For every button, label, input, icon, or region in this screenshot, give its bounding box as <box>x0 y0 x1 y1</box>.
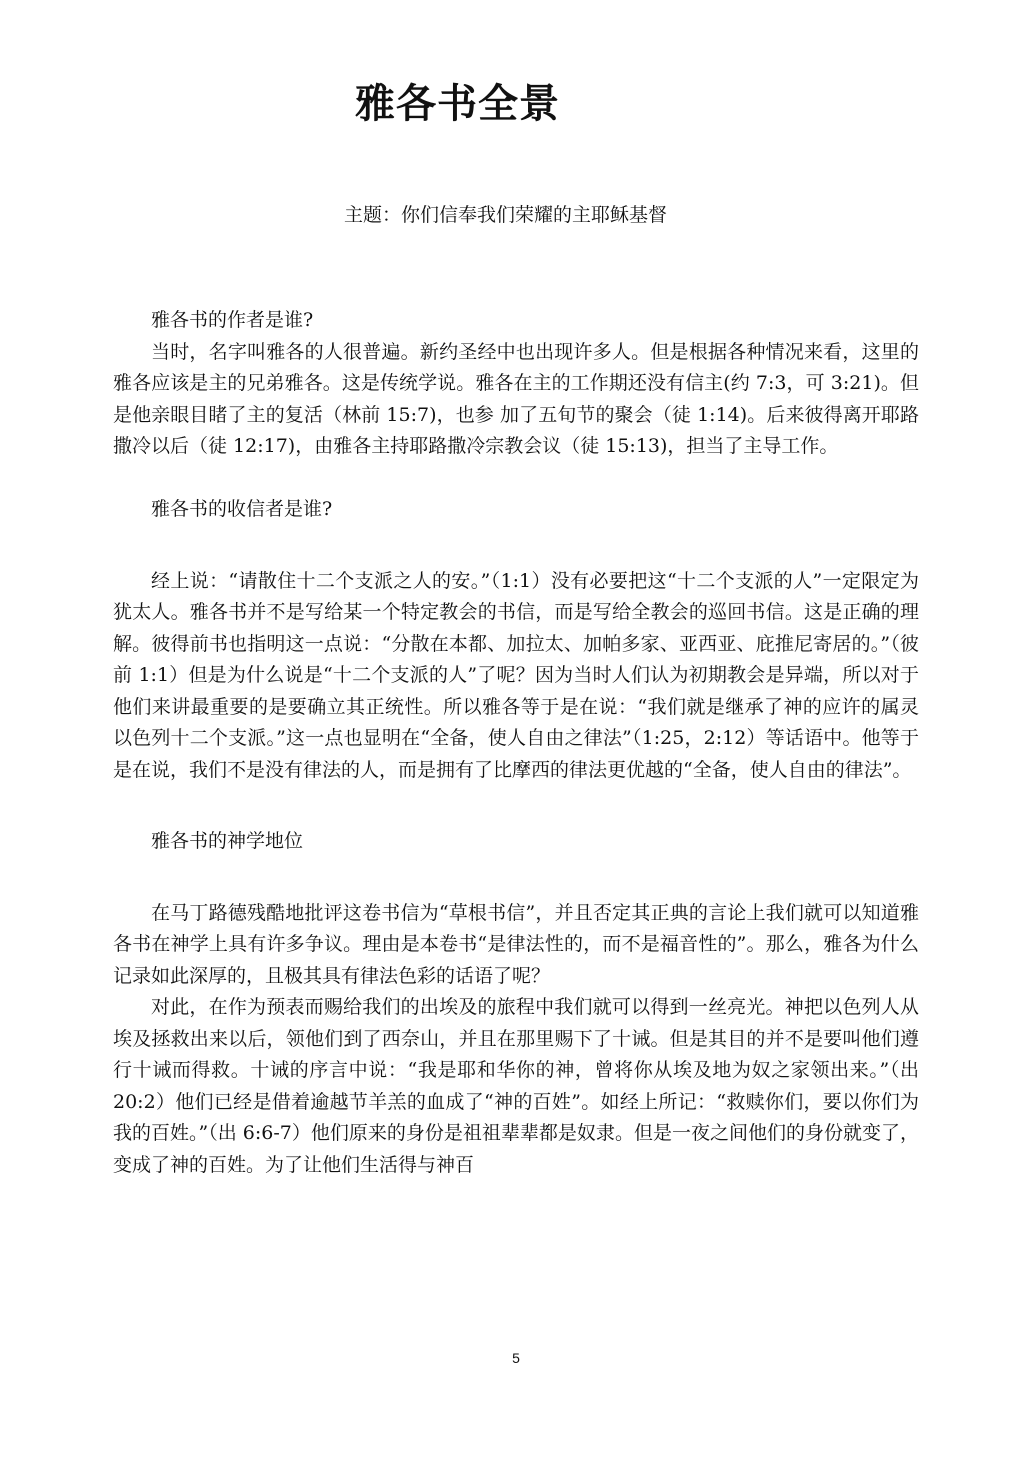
paragraph-theology-1: 在马丁路德残酷地批评这卷书信为“草根书信”，并且否定其正典的言论上我们就可以知道雅各书在神学上具有许多争议。理由是本卷书“是律法性的，而不是福音性的”。那么，雅各为什么记录如此深厚的，且极其具有律法色彩的话语了呢？ <box>113 901 919 987</box>
section-heading-theology: 雅各书的神学地位 <box>151 830 304 852</box>
paragraph-theology-2: 对此，在作为预表而赐给我们的出埃及的旅程中我们就可以得到一丝亮光。神把以色列人从埃及拯救出来以后，领他们到了西奈山，并且在那里赐下了十诫。但是其目的并不是要叫他们遵行十诫而得救。十诫的序言中说：“我是耶和华你的神，曾将你从埃及地为奴之家领出来。”（出 20:2）他们已经是借着逾越节羊羔的血成了“神的百姓”。如经上所记：“救赎你们，要以你们为我的百姓。”（出 6:6-7）他们原来的身份是祖祖辈辈都是奴隶。但是一夜之间他们的身份就变了，变成了神的百姓。为了让他们生活得与神百 <box>113 996 919 1176</box>
paragraph-author: 当时，名字叫雅各的人很普遍。新约圣经中也出现许多人。但是根据各种情况来看，这里的雅各应该是主的兄弟雅各。这是传统学说。雅各在主的工作期还没有信主(约 7:3，可 3:21)。但是他亲眼目睹了主的复活（林前 15:7)，也参 加了五旬节的聚会（徒 1:14)。后来彼得离开耶路撒冷以后（徒 12:17)，由雅各主持耶路撒冷宗教会议（徒 15:13)，担当了主导工作。 <box>113 340 919 457</box>
document-title: 雅各书全景 <box>355 81 560 127</box>
paragraph-spacer <box>113 463 919 495</box>
paragraph-spacer <box>113 858 919 898</box>
document-body <box>113 305 919 1181</box>
paragraph-spacer <box>113 526 919 566</box>
paragraph-recipients: 经上说：“请散住十二个支派之人的安。”（1:1）没有必要把这“十二个支派的人”一定限定为犹太人。雅各书并不是写给某一个特定教会的书信，而是写给全教会的巡回书信。这是正确的理解。彼得前书也指明这一点说：“分散在本都、加拉太、加帕多家、亚西亚、庇推尼寄居的。”（彼前 1:1）但是为什么说是“十二个支派的人”了呢？因为当时人们认为初期教会是异端，所以对于他们来讲最重要的是要确立其正统性。所以雅各等于是在说：“我们就是继承了神的应许的属灵以色列十二个支派。”这一点也显明在“全备，使人自由之律法”（1:25，2:12）等话语中。他等于是在说，我们不是没有律法的人，而是拥有了比摩西的律法更优越的“全备，使人自由的律法”。 <box>113 569 919 781</box>
paragraph-spacer <box>113 786 919 826</box>
section-heading-author: 雅各书的作者是谁? <box>151 309 314 331</box>
page-number: 5 <box>512 1350 520 1366</box>
section-heading-recipients: 雅各书的收信者是谁? <box>151 498 333 520</box>
document-subtitle: 主题：你们信奉我们荣耀的主耶稣基督 <box>344 204 668 226</box>
